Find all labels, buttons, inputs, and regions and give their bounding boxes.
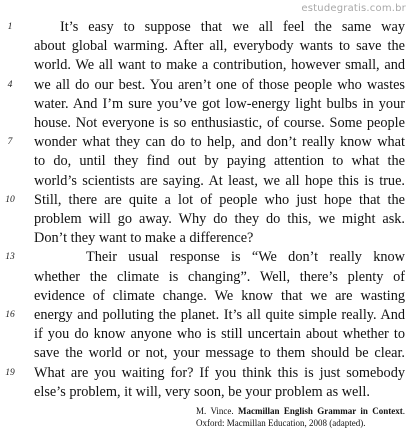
text-line: about global warming. After all, everybody wants to save the (34, 38, 405, 55)
text-line: save the world or not, your message to them should be clear. (34, 345, 405, 362)
text-line: It’s easy to suppose that we all feel the same way (60, 19, 405, 35)
text-line: we all do our best. You aren’t one of those people who wastes (34, 76, 405, 93)
text-line: Don’t they want to make a difference? (34, 230, 254, 247)
text-line: world. We all want to make a contribution, however small, and (34, 57, 405, 74)
source-credit (196, 405, 405, 429)
text-line: energy and polluting the planet. It’s all quite simple really. And (34, 307, 405, 323)
text-line: to do, until they find out by paying attention to what the (34, 153, 405, 170)
text-line: wonder what they can do to help, and don’t really know what (34, 134, 405, 151)
text-line: water. And I’m sure you’ve got low-energy light bulbs in your (34, 95, 405, 112)
text-line: evidence of climate change. We know that we are wasting (34, 287, 405, 304)
line-number: 13 (5, 252, 15, 263)
line-number: 4 (7, 79, 13, 90)
line-number: 19 (5, 367, 15, 378)
text-line: whether the climate is changing”. Well, there’s plenty of (34, 268, 405, 285)
text-line: Their usual response is “We don’t really know (86, 249, 405, 266)
credit-publisher: . Oxford: Macmillan Education, 2008 (adapted). (196, 406, 405, 428)
line-number: 7 (7, 137, 13, 148)
text-line: if you do know anyone who is still uncertain about whether to (34, 326, 405, 343)
text-line: What are you waiting for? If you think this is just somebody (34, 364, 405, 381)
line-number: 1 (7, 22, 13, 32)
text-line: problem will go away. Why do they do this, we might ask. (34, 211, 405, 227)
credit-author: M. Vince. (196, 406, 234, 416)
text-line: world’s scientists are saying. At least, we all hope this is true. (34, 172, 405, 189)
watermark: estudegratis.com.br (301, 3, 406, 14)
text-line: Still, there are quite a lot of people who just hope that the (34, 191, 405, 208)
text-line: house. Not everyone is so enthusiastic, of course. Some people (34, 115, 405, 131)
line-number: 16 (5, 310, 15, 320)
text-line: else’s problem, it will, very soon, be your problem as well. (34, 383, 370, 400)
credit-title: Macmillan English Grammar in Context (238, 406, 403, 416)
line-number: 10 (5, 194, 15, 205)
